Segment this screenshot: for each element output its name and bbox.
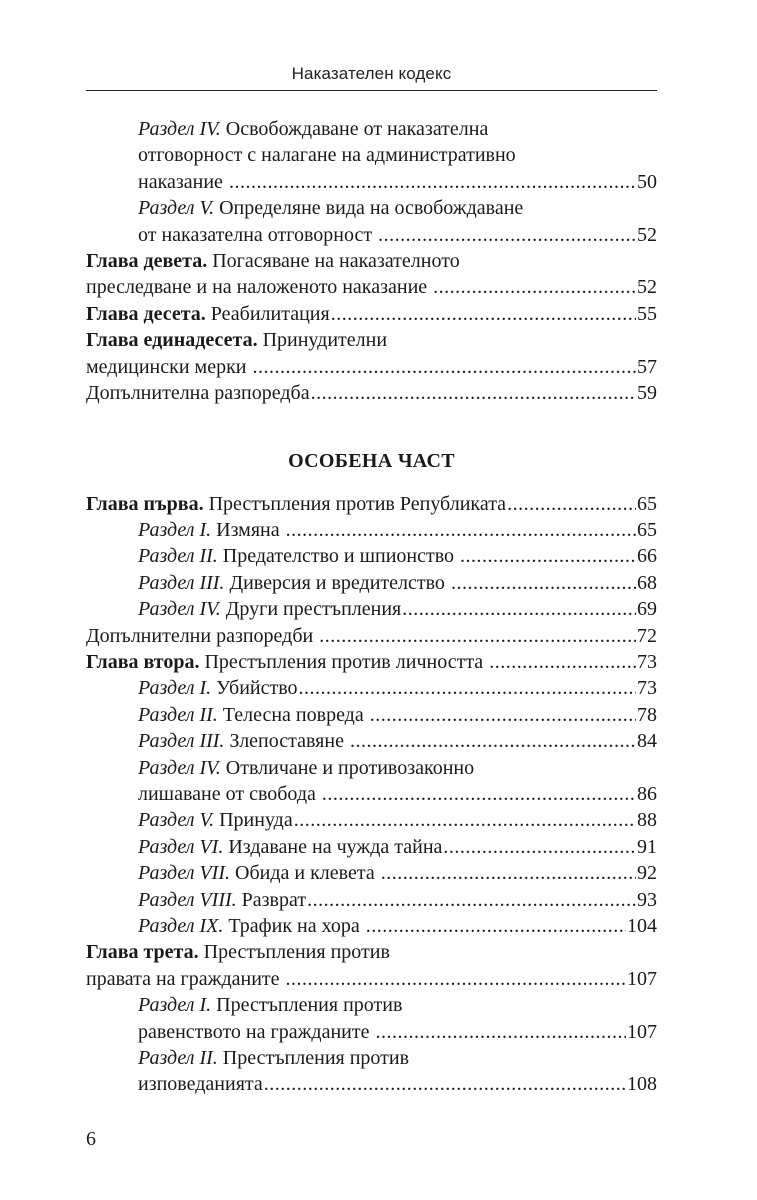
toc-entry-text [138, 992, 402, 1018]
toc-entry-title: Отвличане и противозаконно [220, 756, 475, 779]
toc-entry [86, 939, 657, 965]
toc-entry-title: равенството на гражданите [138, 1020, 375, 1043]
page-number: 6 [86, 1128, 96, 1150]
toc-entry-text [86, 939, 390, 965]
toc-dot-leader [307, 887, 636, 913]
toc-page-number: 93 [637, 888, 657, 911]
toc-page-number: 84 [637, 730, 657, 753]
toc-entry-title: Убийство [211, 677, 298, 700]
toc-dot-leader [375, 1019, 626, 1045]
toc-entry-label: Раздел IV. [138, 118, 221, 140]
toc-entry-title: Допълнителна разпоредба [86, 381, 310, 404]
toc-entry-text [86, 649, 488, 675]
toc-page-number: 107 [627, 967, 657, 990]
toc-entry [86, 570, 657, 596]
toc-page-number: 86 [637, 782, 657, 805]
toc-page-number: 68 [637, 571, 657, 594]
toc-dot-leader [322, 781, 636, 807]
toc-entry [86, 1045, 657, 1071]
toc-entry [86, 169, 657, 195]
toc-entry-text [138, 169, 228, 195]
toc-entry [86, 380, 657, 406]
toc-entry-title: Принудителни [257, 329, 388, 352]
toc-entry [86, 222, 657, 248]
toc-special-part [86, 491, 657, 1098]
toc-entry-label: Раздел III. [138, 571, 225, 594]
toc-entry-text [138, 596, 401, 622]
toc-page-number: 59 [637, 381, 657, 404]
toc-entry-label: Глава трета. [86, 941, 199, 964]
toc-entry [86, 596, 657, 622]
toc-entry-label: Глава втора. [86, 651, 200, 674]
toc-entry [86, 142, 657, 168]
toc-dot-leader [366, 913, 626, 939]
toc-entry-title: Престъпления против Републиката [203, 492, 507, 515]
toc-page-number: 108 [627, 1073, 657, 1096]
toc-entry-title: Престъпления против [198, 941, 390, 964]
toc-page-number: 72 [637, 624, 657, 647]
toc-entry-title: Предателство и шпионство [217, 545, 460, 568]
toc-page-number: 73 [637, 651, 657, 674]
toc-entry-title: Трафик на хора [223, 914, 365, 937]
toc-entry-label: Раздел V. [138, 809, 215, 832]
toc-page-number: 55 [637, 302, 657, 325]
toc-entry-label: Раздел II. [138, 703, 218, 726]
toc-entry [86, 992, 657, 1018]
toc-entry [86, 274, 657, 300]
toc-entry-text [86, 327, 387, 353]
toc-entry-text [138, 1019, 374, 1045]
toc-page-number: 50 [637, 170, 657, 193]
toc-entry-title: Определяне вида на освобождаване [214, 197, 524, 220]
toc-entry-text [86, 274, 432, 300]
toc-entry-text [138, 1045, 409, 1071]
toc-entry-text [138, 755, 474, 781]
toc-entry [86, 834, 657, 860]
toc-dot-leader [286, 966, 626, 992]
toc-entry-title: Измяна [211, 519, 285, 542]
toc-entry [86, 623, 657, 649]
toc-entry-label: Раздел VI. [138, 835, 224, 858]
toc-entry-label: Раздел III. [138, 730, 225, 753]
toc-entry [86, 543, 657, 569]
toc-entry-title: медицински мерки [86, 355, 252, 378]
toc-entry-label: Раздел IX. [138, 914, 224, 937]
section-spacer [86, 422, 657, 448]
toc-entry-text [86, 301, 330, 327]
toc-entry-title: Злепоставяне [224, 730, 349, 753]
toc-entry-title: Реабилитация [205, 302, 330, 325]
toc-page-number: 52 [637, 276, 657, 299]
toc-entry [86, 517, 657, 543]
header-rule [86, 90, 657, 91]
toc-entry [86, 728, 657, 754]
toc-entry-title: Допълнителни разпоредби [86, 624, 319, 647]
toc-dot-leader [350, 728, 636, 754]
toc-entry-label: Раздел VIII. [138, 888, 237, 911]
toc-page-number: 73 [637, 677, 657, 700]
toc-entry-label: Раздел II. [138, 1046, 218, 1069]
toc-entry-label: Раздел II. [138, 545, 218, 568]
section-spacer [86, 475, 657, 491]
toc-dot-leader [402, 596, 636, 622]
toc-dot-leader [319, 623, 636, 649]
toc-entry-text [86, 354, 252, 380]
toc-entry-title: Издаване на чужда тайна [223, 835, 443, 858]
toc-entry-text [138, 781, 321, 807]
toc-entry [86, 1071, 657, 1097]
toc-entry-title: Обида и клевета [230, 862, 380, 885]
toc-dot-leader [433, 274, 636, 300]
toc-entry [86, 966, 657, 992]
toc-entry-text [138, 543, 459, 569]
toc-entry-text [138, 807, 293, 833]
toc-dot-leader [460, 543, 636, 569]
toc-entry-label: Раздел I. [138, 519, 212, 542]
toc-page-number: 107 [627, 1020, 657, 1043]
toc-entry-text [138, 728, 349, 754]
toc-entry [86, 702, 657, 728]
toc-entry-text [138, 702, 369, 728]
section-spacer [86, 406, 657, 422]
toc-page-number: 104 [627, 914, 657, 937]
toc-entry-title: Диверсия и вредителство [224, 571, 450, 594]
toc-entry-label: Глава първа. [86, 492, 204, 515]
toc-entry-text [138, 570, 450, 596]
toc-entry-label: Глава десета. [86, 302, 206, 325]
toc-entry-title: наказание [138, 170, 228, 193]
toc-entry-title: от наказателна отговорност [138, 223, 378, 246]
toc-entry-title: изповеданията [138, 1073, 263, 1096]
toc-entry [86, 301, 657, 327]
toc-entry-title: преследване и на наложеното наказание [86, 276, 433, 299]
toc-entry-label: Глава единадесета. [86, 329, 258, 352]
toc-entry-title: отговорност с налагане на административно [138, 144, 516, 167]
toc-entry-title: правата на гражданите [86, 967, 285, 990]
toc-entry [86, 649, 657, 675]
toc-entry [86, 807, 657, 833]
toc-dot-leader [264, 1071, 626, 1097]
toc-entry [86, 327, 657, 353]
toc-entry-title: Погасяване на наказателното [207, 249, 460, 272]
toc-entry-title: Разврат [236, 888, 307, 911]
toc-page-number: 92 [637, 862, 657, 885]
toc-entry [86, 860, 657, 886]
toc-entry [86, 491, 657, 517]
toc-dot-leader [253, 354, 636, 380]
toc-dot-leader [507, 491, 636, 517]
toc-entry [86, 755, 657, 781]
toc-entry-label: Раздел I. [138, 994, 212, 1017]
toc-dot-leader [294, 807, 636, 833]
toc-entry-title: Принуда [214, 809, 293, 832]
toc-entry-text [138, 913, 365, 939]
toc-page-number: 57 [637, 355, 657, 378]
toc-page-number: 65 [637, 492, 657, 515]
toc-entry-title: Телесна повреда [217, 703, 369, 726]
toc-page-number: 66 [637, 545, 657, 568]
toc-dot-leader [381, 860, 636, 886]
toc-page-number: 88 [637, 809, 657, 832]
toc-entry [86, 887, 657, 913]
toc-entry-label: Раздел I. [138, 677, 212, 700]
toc-entry-text [86, 623, 318, 649]
toc-entry-title: лишаване от свобода [138, 782, 321, 805]
toc-entry-label: Раздел IV. [138, 756, 221, 779]
toc-entry-text [138, 834, 442, 860]
toc-entry-label: Глава девета. [86, 249, 208, 272]
toc-entry-text [86, 248, 460, 274]
toc-page-number: 65 [637, 519, 657, 542]
toc-entry-text [138, 887, 306, 913]
toc-entry-text [138, 675, 298, 701]
toc-dot-leader [451, 570, 636, 596]
toc-entry-text [86, 966, 285, 992]
toc-entry-text [138, 860, 380, 886]
toc-entry [86, 195, 657, 221]
toc-entry-title: Освобождаване от наказателна [220, 118, 489, 140]
running-head-title: Наказателен кодекс [291, 64, 452, 83]
toc-page-number: 91 [637, 835, 657, 858]
toc-dot-leader [286, 517, 636, 543]
toc-entry-text [138, 1071, 263, 1097]
toc-entry-text [138, 222, 377, 248]
toc-entry-title: Престъпления против личността [199, 651, 489, 674]
toc-entry-title: Други престъпления [220, 598, 402, 621]
toc-entry [86, 248, 657, 274]
toc-entry-title: Престъпления против [211, 994, 403, 1017]
toc-dot-leader [331, 301, 636, 327]
toc-entry-label: Раздел IV. [138, 598, 221, 621]
toc-entry-text [138, 195, 523, 221]
toc-entry [86, 1019, 657, 1045]
toc-page-number: 69 [637, 598, 657, 621]
toc-page-number: 52 [637, 223, 657, 246]
toc-entry-text [138, 517, 285, 543]
toc-dot-leader [378, 222, 636, 248]
special-part-heading: ОСОБЕНА ЧАСТ [288, 450, 455, 473]
toc-dot-leader [443, 834, 636, 860]
toc-entry-label: Раздел VII. [138, 862, 230, 885]
toc-entry [86, 781, 657, 807]
toc-entry-label: Раздел V. [138, 197, 215, 220]
toc-dot-leader [489, 649, 636, 675]
toc-general-part-continued [86, 116, 657, 406]
toc-dot-leader [229, 169, 636, 195]
table-of-contents [86, 116, 657, 1098]
toc-entry [86, 354, 657, 380]
toc-entry [86, 675, 657, 701]
toc-entry-text [138, 142, 516, 168]
toc-entry-title: Престъпления против [217, 1046, 410, 1069]
toc-dot-leader [299, 675, 636, 701]
toc-entry-text [138, 116, 488, 142]
toc-entry [86, 116, 657, 142]
toc-page-number: 78 [637, 703, 657, 726]
toc-entry [86, 913, 657, 939]
toc-entry-text [86, 491, 506, 517]
toc-entry-text [86, 380, 310, 406]
toc-dot-leader [370, 702, 636, 728]
toc-dot-leader [311, 380, 636, 406]
